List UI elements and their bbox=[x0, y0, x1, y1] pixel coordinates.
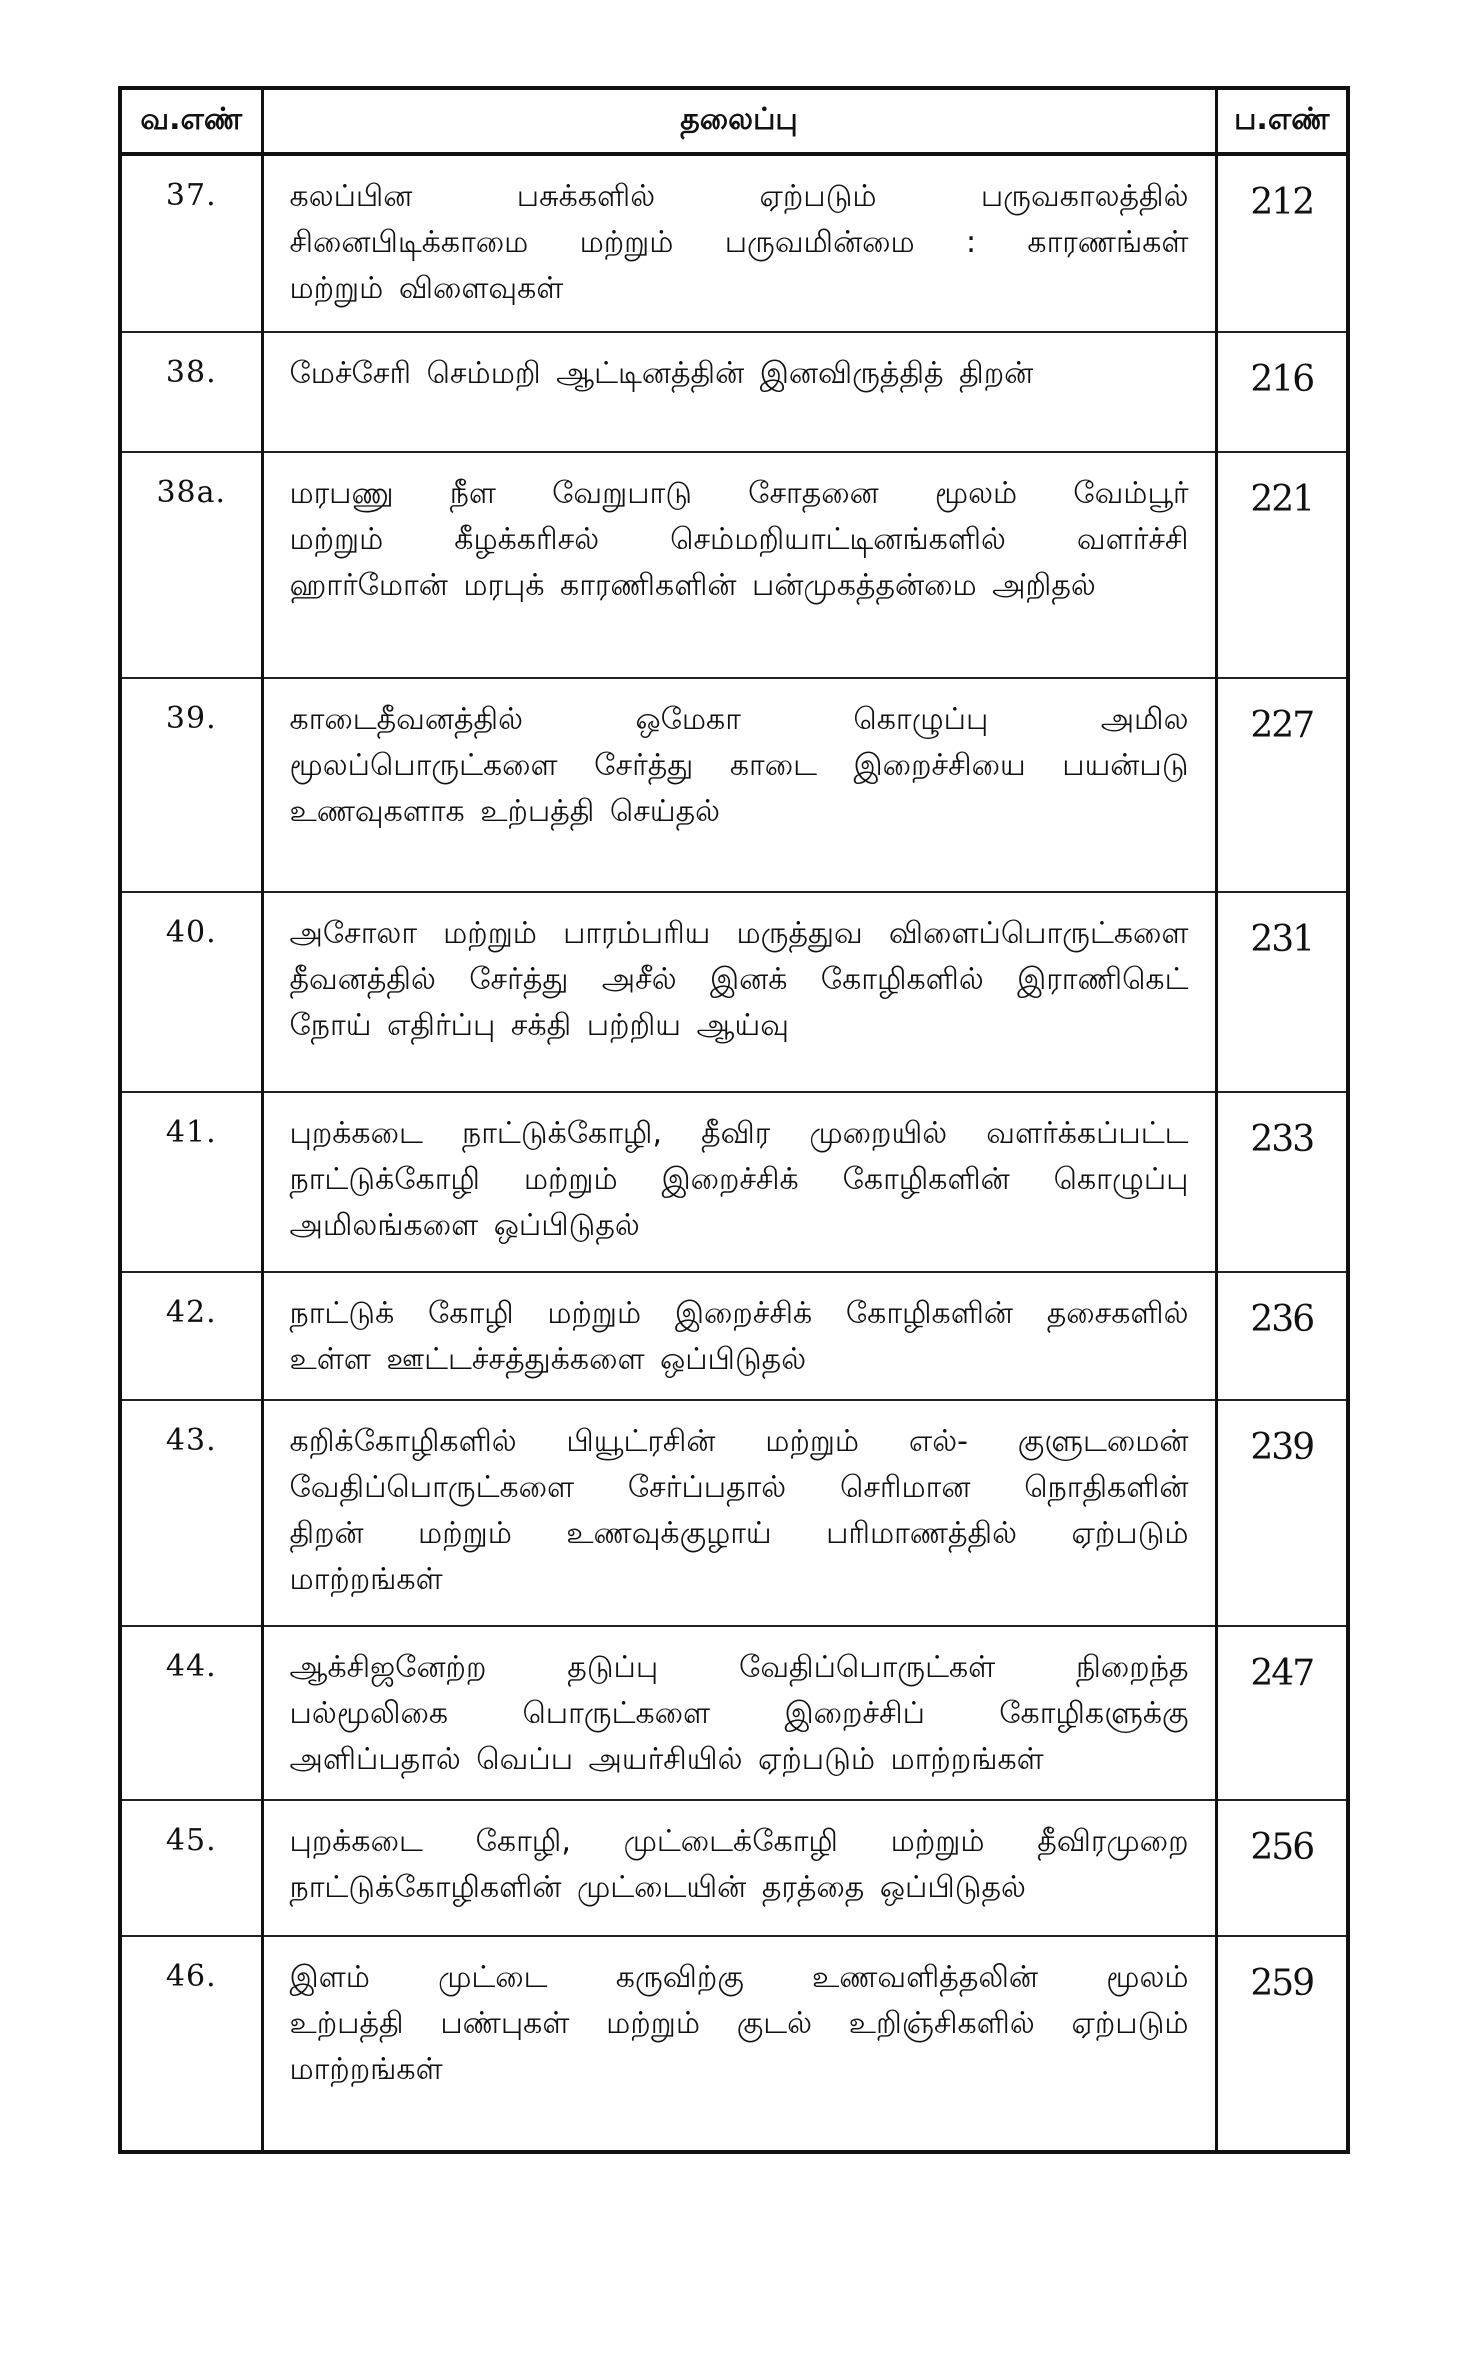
entry-title-line: வேதிப்பொருட்களை சேர்ப்பதால் செரிமான நொதிகளின் bbox=[289, 1470, 1189, 1505]
entry-title bbox=[262, 678, 1216, 892]
entry-title-line: அளிப்பதால் வெப்ப அயர்சியில் ஏற்படும் மாற்றங்கள் bbox=[289, 1742, 1044, 1777]
entry-title-line: புறக்கடை கோழி, முட்டைக்கோழி மற்றும் தீவிரமுறை bbox=[289, 1824, 1189, 1859]
header-title: தலைப்பு bbox=[262, 88, 1216, 154]
entry-title-line: நாட்டுக் கோழி மற்றும் இறைச்சிக் கோழிகளின் தசைகளில் bbox=[289, 1296, 1189, 1331]
entry-title-line: அசோலா மற்றும் பாரம்பரிய மருத்துவ விளைப்பொருட்களை bbox=[289, 916, 1189, 951]
page-number: 236 bbox=[1216, 1272, 1348, 1400]
serial-number: 45. bbox=[120, 1800, 262, 1936]
entry-title bbox=[262, 154, 1216, 332]
entry-title bbox=[262, 1800, 1216, 1936]
table-row bbox=[120, 678, 1348, 892]
entry-title-line: மூலப்பொருட்களை சேர்த்து காடை இறைச்சியை பயன்படு bbox=[289, 748, 1189, 783]
serial-number: 39. bbox=[120, 678, 262, 892]
page-number: 231 bbox=[1216, 892, 1348, 1092]
header-serial-number: வ.எண் bbox=[120, 88, 262, 154]
serial-number: 37. bbox=[120, 154, 262, 332]
page-number: 212 bbox=[1216, 154, 1348, 332]
entry-title bbox=[262, 1272, 1216, 1400]
entry-title-line: தீவனத்தில் சேர்த்து அசீல் இனக் கோழிகளில் இராணிகெட் bbox=[289, 962, 1189, 997]
serial-number: 44. bbox=[120, 1626, 262, 1800]
entry-title-line: மற்றும் விளைவுகள் bbox=[289, 271, 564, 306]
serial-number: 38a. bbox=[120, 452, 262, 678]
page-number: 221 bbox=[1216, 452, 1348, 678]
entry-title-line: மேச்சேரி செம்மறி ஆட்டினத்தின் இனவிருத்தித் திறன் bbox=[289, 356, 1034, 391]
serial-number: 42. bbox=[120, 1272, 262, 1400]
page-number: 259 bbox=[1216, 1936, 1348, 2152]
serial-number: 46. bbox=[120, 1936, 262, 2152]
page-number: 256 bbox=[1216, 1800, 1348, 1936]
entry-title-line: உணவுகளாக உற்பத்தி செய்தல் bbox=[289, 794, 721, 829]
entry-title-line: சினைபிடிக்காமை மற்றும் பருவமின்மை : காரணங்கள் bbox=[289, 225, 1189, 260]
page-number: 239 bbox=[1216, 1400, 1348, 1626]
contents-table bbox=[118, 86, 1350, 2154]
table-row bbox=[120, 1800, 1348, 1936]
table-row bbox=[120, 332, 1348, 452]
table-row bbox=[120, 1272, 1348, 1400]
entry-title-line: காடைதீவனத்தில் ஒமேகா கொழுப்பு அமில bbox=[289, 702, 1189, 737]
entry-title-line: மாற்றங்கள் bbox=[289, 1562, 443, 1597]
entry-title-line: கறிக்கோழிகளில் பியூட்ரசின் மற்றும் எல்- குளுடமைன் bbox=[289, 1424, 1189, 1459]
page-number: 227 bbox=[1216, 678, 1348, 892]
entry-title-line: மற்றும் கீழக்கரிசல் செம்மறியாட்டினங்களில் வளர்ச்சி bbox=[289, 522, 1189, 557]
entry-title-line: உற்பத்தி பண்புகள் மற்றும் குடல் உறிஞ்சிகளில் ஏற்படும் bbox=[289, 2006, 1189, 2041]
table-row bbox=[120, 1092, 1348, 1272]
header-row bbox=[120, 88, 1348, 154]
table-row bbox=[120, 892, 1348, 1092]
entry-title-line: உள்ள ஊட்டச்சத்துக்களை ஒப்பிடுதல் bbox=[289, 1342, 807, 1377]
table-row bbox=[120, 452, 1348, 678]
entry-title bbox=[262, 452, 1216, 678]
serial-number: 40. bbox=[120, 892, 262, 1092]
entry-title-line: ஹார்மோன் மரபுக் காரணிகளின் பன்முகத்தன்மை அறிதல் bbox=[289, 568, 1096, 603]
entry-title-line: பல்மூலிகை பொருட்களை இறைச்சிப் கோழிகளுக்கு bbox=[289, 1696, 1189, 1731]
entry-title-line: மரபணு நீள வேறுபாடு சோதனை மூலம் வேம்பூர் bbox=[289, 476, 1189, 511]
entry-title-line: நாட்டுக்கோழி மற்றும் இறைச்சிக் கோழிகளின் கொழுப்பு bbox=[289, 1162, 1189, 1197]
entry-title-line: அமிலங்களை ஒப்பிடுதல் bbox=[289, 1208, 640, 1243]
entry-title bbox=[262, 1092, 1216, 1272]
entry-title-line: மாற்றங்கள் bbox=[289, 2052, 443, 2087]
entry-title-line: கலப்பின பசுக்களில் ஏற்படும் பருவகாலத்தில் bbox=[289, 179, 1189, 214]
entry-title-line: நோய் எதிர்ப்பு சக்தி பற்றிய ஆய்வு bbox=[289, 1008, 789, 1043]
table-row bbox=[120, 154, 1348, 332]
serial-number: 41. bbox=[120, 1092, 262, 1272]
entry-title bbox=[262, 1626, 1216, 1800]
page-number: 216 bbox=[1216, 332, 1348, 452]
page-number: 233 bbox=[1216, 1092, 1348, 1272]
contents-body bbox=[120, 154, 1348, 2152]
table-row bbox=[120, 1626, 1348, 1800]
page-number: 247 bbox=[1216, 1626, 1348, 1800]
table-row bbox=[120, 1936, 1348, 2152]
entry-title bbox=[262, 1936, 1216, 2152]
entry-title bbox=[262, 892, 1216, 1092]
entry-title bbox=[262, 1400, 1216, 1626]
entry-title-line: ஆக்சிஜனேற்ற தடுப்பு வேதிப்பொருட்கள் நிறைந்த bbox=[289, 1650, 1189, 1685]
entry-title bbox=[262, 332, 1216, 452]
serial-number: 38. bbox=[120, 332, 262, 452]
serial-number: 43. bbox=[120, 1400, 262, 1626]
table-row bbox=[120, 1400, 1348, 1626]
entry-title-line: திறன் மற்றும் உணவுக்குழாய் பரிமாணத்தில் ஏற்படும் bbox=[289, 1516, 1189, 1551]
entry-title-line: நாட்டுக்கோழிகளின் முட்டையின் தரத்தை ஒப்பிடுதல் bbox=[289, 1870, 1026, 1905]
entry-title-line: இளம் முட்டை கருவிற்கு உணவளித்தலின் மூலம் bbox=[289, 1960, 1189, 1995]
header-page-number: ப.எண் bbox=[1216, 88, 1348, 154]
entry-title-line: புறக்கடை நாட்டுக்கோழி, தீவிர முறையில் வளர்க்கப்பட்ட bbox=[289, 1116, 1189, 1151]
